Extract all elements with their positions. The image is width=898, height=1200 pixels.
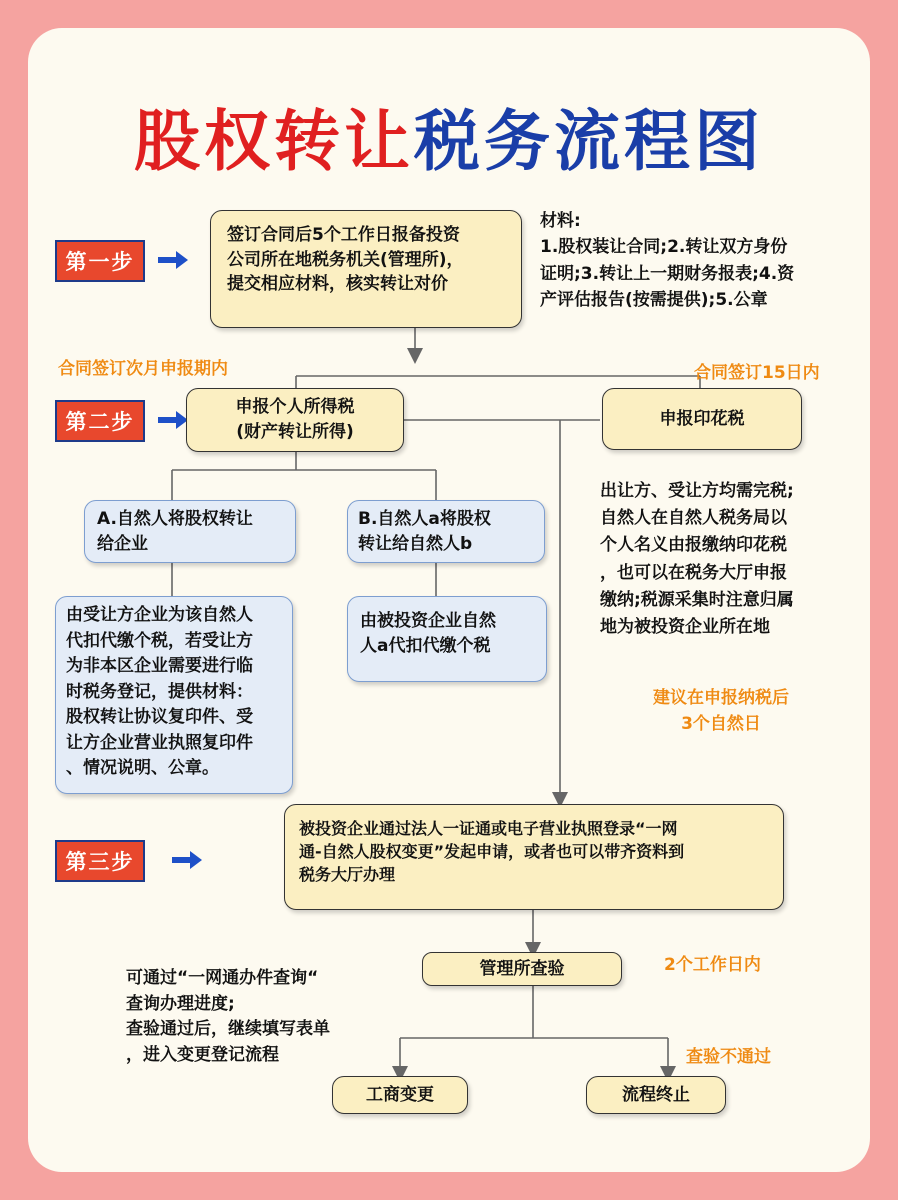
inspection-note <box>126 966 330 1068</box>
inspection-box: 管理所查验 <box>422 952 622 986</box>
option-a-line: A.自然人将股权转让 <box>97 509 253 529</box>
step1-line: 公司所在地税务机关(管理所)， <box>227 249 464 270</box>
step1-line: 提交相应材料，核实转让对价 <box>227 274 448 295</box>
materials-line: 证明;3.转让上一期财务报表;4.资 <box>540 263 795 284</box>
materials-note <box>540 208 794 313</box>
income-tax-line: 申报个人所得税 <box>235 397 355 418</box>
title-part-red: 股权转让 <box>134 103 414 180</box>
stamp-note-line: 地为被投资企业所在地 <box>600 616 770 637</box>
suggest-line: 建议在申报纳税后 <box>653 688 789 708</box>
suggest-note <box>636 686 806 737</box>
step1-box <box>210 210 522 328</box>
option-a-detail-box <box>55 596 293 794</box>
option-a-detail-line: 、情况说明、公章。 <box>66 758 219 778</box>
materials-line: 产评估报告(按需提供);5.公章 <box>540 290 768 311</box>
right-arrow-icon <box>172 851 202 869</box>
stamp-tax-note <box>600 478 794 641</box>
option-a-detail-line: 代扣代缴个税，若受让方 <box>66 630 253 651</box>
step3-line: 税务大厅办理 <box>299 865 396 885</box>
stamp-tax-box: 申报印花税 <box>602 388 802 450</box>
right-arrow-icon <box>158 411 188 429</box>
business-change-box: 工商变更 <box>332 1076 468 1114</box>
option-a-detail-line: 由受让方企业为该自然人 <box>66 605 253 625</box>
materials-line: 材料: <box>540 211 581 231</box>
two-days-label: 2个工作日内 <box>664 955 761 975</box>
process-end-box: 流程终止 <box>586 1076 726 1114</box>
stamp-note-line: 自然人在自然人税务局以 <box>600 508 787 529</box>
step-one-label: 第一步 <box>55 240 145 282</box>
title-part-blue: 税务流程图 <box>414 103 764 180</box>
period-label-left: 合同签订次月申报期内 <box>58 359 228 379</box>
stamp-note-line: 个人名义由报缴纳印花税 <box>600 535 787 556</box>
option-a-detail-line: 时税务登记，提供材料： <box>66 681 253 702</box>
step3-line: 被投资企业通过法人一证通或电子营业执照登录“一网 <box>299 819 678 838</box>
option-b-detail-line: 由被投资企业自然 <box>360 611 496 631</box>
fail-label: 查验不通过 <box>686 1047 771 1067</box>
option-b-line: B.自然人a将股权 <box>358 509 491 529</box>
income-tax-line: (财产转让所得) <box>236 422 354 442</box>
stamp-note-line: 缴纳;税源采集时注意归属 <box>600 589 794 610</box>
step3-line: 通-自然人股权变更”发起申请，或者也可以带齐资料到 <box>299 842 685 862</box>
inspection-note-line: 可通过“一网通办件查询“ <box>126 968 319 988</box>
option-b-line: 转让给自然人b <box>358 533 473 554</box>
option-b-detail-box <box>347 596 547 682</box>
materials-line: 1.股权装让合同;2.转让双方身份 <box>540 237 788 258</box>
step-three-label: 第三步 <box>55 840 145 882</box>
right-arrow-icon <box>158 251 188 269</box>
step1-line: 签订合同后5个工作日报备投资 <box>227 225 460 245</box>
option-b-detail-line: 人a代扣代缴个税 <box>360 635 491 656</box>
income-tax-box <box>186 388 404 452</box>
option-b-box <box>347 500 545 563</box>
option-a-line: 给企业 <box>97 533 148 554</box>
stamp-note-line: ，也可以在税务大厅申报 <box>600 562 787 583</box>
suggest-line: 3个自然日 <box>681 713 761 734</box>
inspection-note-line: 查询办理进度; <box>126 993 235 1014</box>
option-a-detail-line: 股权转让协议复印件、受 <box>66 707 253 727</box>
stamp-note-line: 出让方、受让方均需完税; <box>600 481 794 501</box>
period-label-right: 合同签订15日内 <box>694 363 820 383</box>
option-a-detail-line: 为非本区企业需要进行临 <box>66 656 253 676</box>
inspection-note-line: ，进入变更登记流程 <box>126 1044 279 1065</box>
option-a-box <box>84 500 296 563</box>
step3-box <box>284 804 784 910</box>
option-a-detail-line: 让方企业营业执照复印件 <box>66 732 253 753</box>
step-two-label: 第二步 <box>55 400 145 442</box>
inspection-note-line: 查验通过后，继续填写表单 <box>126 1019 330 1039</box>
